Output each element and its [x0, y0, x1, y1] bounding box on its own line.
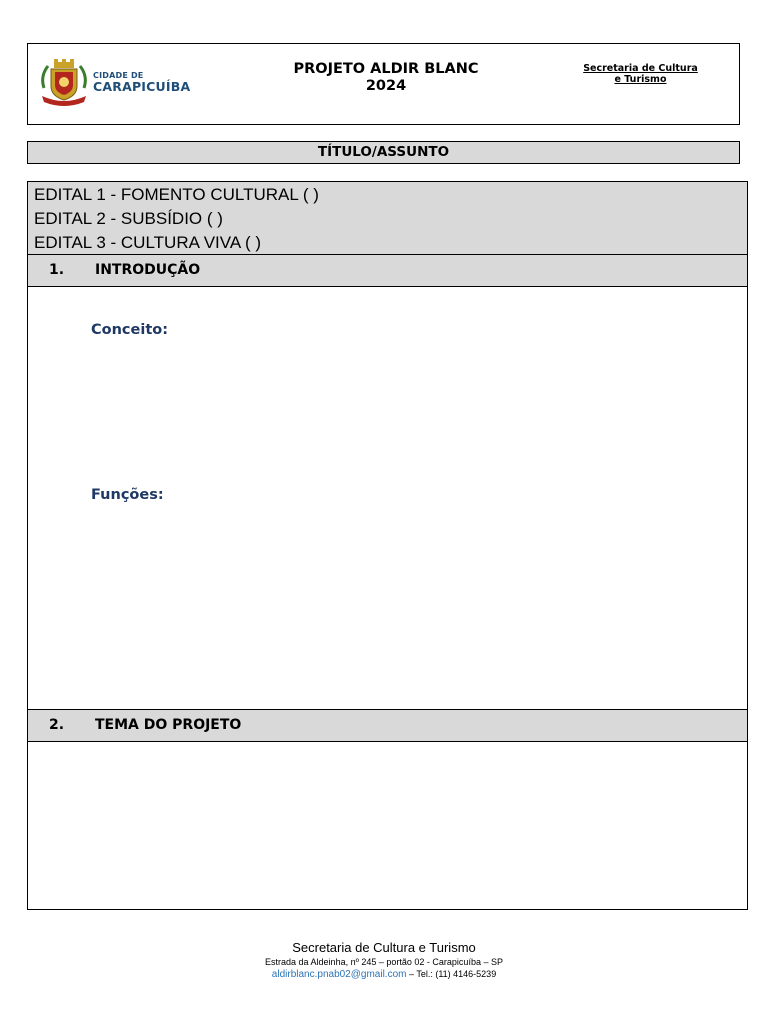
project-title [268, 61, 504, 95]
conceito-label: Conceito: [91, 322, 169, 338]
logo-text-city: CARAPICUÍBA [93, 79, 191, 94]
editais-block [28, 182, 747, 254]
city-logo [38, 58, 191, 106]
project-form [27, 181, 748, 910]
edital-2-option[interactable]: EDITAL 2 - SUBSÍDIO ( ) [34, 209, 223, 228]
section-heading-introducao [28, 254, 747, 287]
section-title: INTRODUÇÃO [95, 262, 201, 278]
secretaria-line1: Secretaria de Cultura [583, 63, 698, 74]
footer-address: Estrada da Aldeinha, nº 245 – portão 02 - Carapicuíba – SP [265, 957, 503, 967]
section-number: 1. [49, 262, 65, 278]
edital-3-option[interactable]: EDITAL 3 - CULTURA VIVA ( ) [34, 233, 262, 252]
document-header [27, 43, 740, 125]
coat-of-arms-icon [38, 58, 90, 106]
page-footer [0, 940, 768, 981]
logo-text-small: CIDADE DE [93, 71, 144, 80]
section-title: TEMA DO PROJETO [95, 717, 242, 733]
footer-phone: – Tel.: (11) 4146-5239 [406, 969, 497, 979]
section-heading-tema [28, 709, 747, 742]
titulo-assunto-bar: TÍTULO/ASSUNTO [27, 141, 740, 164]
section-number: 2. [49, 717, 65, 733]
funcoes-label: Funções: [91, 487, 164, 503]
edital-1-option[interactable]: EDITAL 1 - FOMENTO CULTURAL ( ) [34, 185, 319, 204]
footer-email-link[interactable]: aldirblanc.pnab02@gmail.com [271, 969, 407, 980]
project-title-year: 2024 [365, 78, 407, 94]
secretaria-line2: e Turismo [614, 74, 667, 85]
project-title-line1: PROJETO ALDIR BLANC [293, 61, 479, 77]
secretaria-header [568, 63, 713, 85]
footer-secretaria: Secretaria de Cultura e Turismo [292, 940, 476, 955]
footer-contact [0, 968, 768, 981]
